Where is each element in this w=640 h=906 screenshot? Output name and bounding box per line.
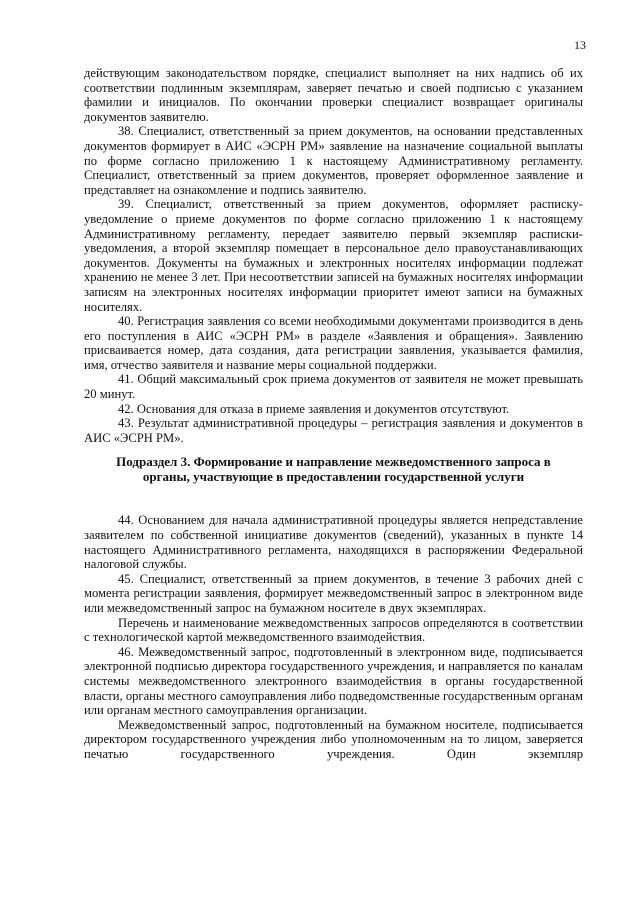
section-heading: Подраздел 3. Формирование и направление межведомственного запроса в органы, участвующие в предоставлении государственной услуги <box>116 454 551 485</box>
paragraph-p42: 42. Основания для отказа в приеме заявления и документов отсутствуют. <box>118 401 510 416</box>
paragraph-p46b: Межведомственный запрос, подготовленный на бумажном носителе, подписывается директором государственного учреждения либо уполномоченным на то лицом, заверяется печатью государственного учреждения. Один экземпляр <box>84 717 583 761</box>
paragraph-p39: 39. Специалист, ответственный за прием документов, оформляет расписку-уведомление о приеме документов по форме согласно приложению 1 к настоящему Административному регламенту, передает заявителю первый экземпляр расписки-уведомления, а второй экземпляр помещает в персональное дело правоустанавливающих документов. Документы на бумажных и электронных носителях информации подлежат хранению не менее 3 лет. При несоответствии записей на бумажных носителях информации записям на электронных носителях информации приоритет имеют записи на бумажных носителях. <box>84 197 583 314</box>
paragraph-p45: 45. Специалист, ответственный за прием документов, в течение 3 рабочих дней с момента регистрации заявления, формирует межведомственный запрос в электронном виде или межведомственный запрос на бумажном носителе в двух экземплярах. <box>84 571 583 615</box>
paragraph-p40: 40. Регистрация заявления со всеми необходимыми документами производится в день его поступления в АИС «ЭСРН РМ» в разделе «Заявления и обращения». Заявлению присваивается номер, дата создания, дата регистрации заявления, указывается фамилия, имя, отчество заявителя и название меры социальной поддержки. <box>84 314 583 372</box>
paragraphs-after-heading <box>84 513 583 761</box>
paragraph-p38: 38. Специалист, ответственный за прием документов, на основании представленных документов формирует в АИС «ЭСРН РМ» заявление на назначение социальной выплаты по форме согласно приложению 1 к настоящему Административному регламенту. Специалист, ответственный за прием документов, проверяет оформленное заявление и представляет на ознакомление и подпись заявителю. <box>84 124 583 197</box>
paragraph-cont: действующим законодательством порядке, специалист выполняет на них надпись об их соответствии подлинным экземплярам, заверяет печатью и своей подписью с указанием фамилии и инициалов. По окончании проверки специалист возвращает оригиналы документов заявителю. <box>84 66 583 124</box>
paragraph-p44: 44. Основанием для начала административной процедуры является непредставление заявителем по собственной инициативе документов (сведений), указанных в пункте 14 настоящего Административного регламента, находящихся в распоряжении Федеральной налоговой службы. <box>84 513 583 572</box>
heading-spacer <box>84 484 583 513</box>
paragraphs-before-heading <box>84 66 583 445</box>
paragraph-p41: 41. Общий максимальный срок приема документов от заявителя не может превышать 20 минут. <box>84 372 583 402</box>
page-number: 13 <box>574 38 586 52</box>
document-body <box>84 66 583 762</box>
paragraph-p46: 46. Межведомственный запрос, подготовленный в электронном виде, подписывается электронной подписью директора государственного учреждения, и направляется по каналам системы межведомственного электронного взаимодействия в органы государственной власти, органы местного самоуправления либо подведомственные государственным органам или органам местного самоуправления организации. <box>84 644 583 718</box>
paragraph-p45b: Перечень и наименование межведомственных запросов определяются в соответствии с технологической картой межведомственного взаимодействия. <box>84 615 583 645</box>
paragraph-p43: 43. Результат административной процедуры – регистрация заявления и документов в АИС «ЭСРН РМ». <box>84 416 583 445</box>
